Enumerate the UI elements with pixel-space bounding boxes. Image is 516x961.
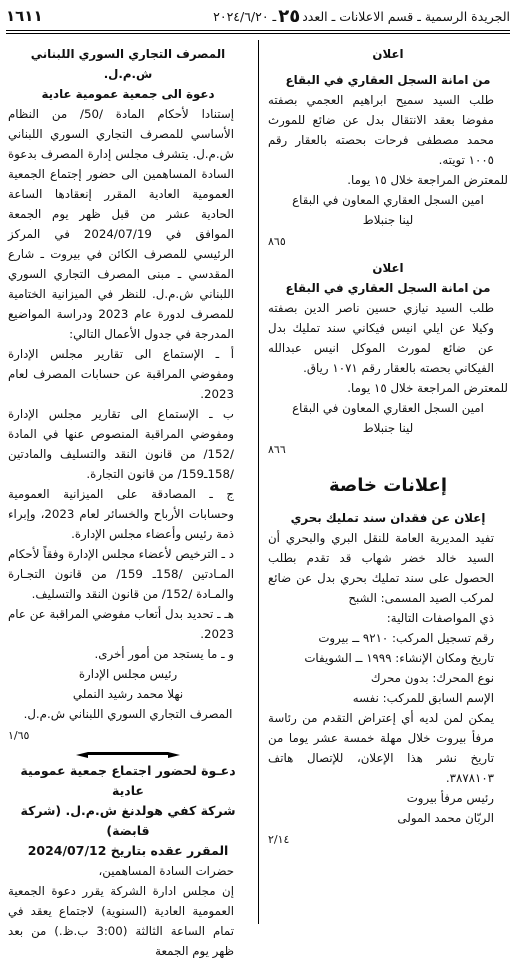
notice1-heading: دعوة الى جمعية عمومية عادية [41, 87, 215, 101]
page-header [6, 4, 510, 28]
notice1-sign-name: نهلا محمد رشيد النملي [72, 687, 184, 701]
left-column [8, 38, 248, 961]
notice2-greeting: حضرات السادة المساهمين، [98, 864, 234, 878]
ad2-label: اعلان [372, 261, 404, 275]
right-column [268, 38, 508, 850]
notice1-body: إستنادا لأحكام المادة /50/ من النظام الأساسي للمصرف التجاري السوري اللبناني ش.م.ل. يتشرف مجلس إدارة المصرف بدعوة السادة المساهمين الى حضور إجتماع الجمعية العمومية العادية المقرر إنعقادها الساعة الحادية عشر من قبل ظهر يوم الجمعة الموافق في 2024/07/19 في المركز الرئيسي للمصرف الكائن في بيروت ـ شارع المقدسي ـ مبنى المصرف التجاري السوري اللبناني ش.م.ل. للنظر في الميزانية الختامية للمصرف لدورة عام 2023 ودراسة المواضيع المدرجة في جدول الأعمال التالي: [8, 107, 234, 341]
special-heading: إعلان عن فقدان سند تمليك بحري [290, 511, 486, 525]
ad1-body: طلب السيد سميح ابراهيم العجمي بصفته مفوضا بعقد الانتقال بدل عن ضائع للمورث محمد مصطفى فرحات بحصته بالعقار رقم ١٠٠٥ تويته. [268, 93, 494, 167]
notice2-body: إن مجلس ادارة الشركة يقرر دعوة الجمعية العمومية العادية (السنوية) لاجتماع يعقد في تمام الساعة الثالثة (3:00 ب.ظ.) من بعد ظهر يوم الجمعة [8, 884, 234, 958]
special-objection: يمكن لمن لديه أي إعتراض التقدم من رئاسة مرفأ بيروت خلال مهلة خمسة عشر يوما من تاريخ نشر هذا الإعلان، للإتصال هاتف ٣٨٧٨١٠٣. [268, 711, 494, 785]
header-title-group [213, 6, 510, 27]
header-rule-2 [6, 33, 510, 34]
notice1-sign-company: المصرف التجاري السوري اللبناني ش.م.ل. [23, 707, 233, 721]
ad2-sign-title: امين السجل العقاري المعاون في البقاع [292, 401, 484, 415]
ad1-heading: من امانة السجل العقاري في البقاع [285, 73, 491, 87]
notice1-item-a: أ ـ الإستماع الى تقارير مجلس الإدارة ومفوضي المراقبة عن حسابات المصرف لعام 2023. [8, 347, 234, 401]
column-divider [258, 40, 259, 924]
special-sign-name: الربّان محمد المولى [397, 811, 494, 825]
special-ads-title: إعلانات خاصة [328, 475, 448, 496]
special-spec-2: تاريخ ومكان الإنشاء: ١٩٩٩ ــ الشويفات [304, 651, 494, 665]
notice1-company: المصرف التجاري السوري اللبناني ش.م.ل. [30, 47, 226, 81]
ad2-number: ٨٦٦ [268, 443, 286, 456]
ad1-number: ٨٦٥ [268, 235, 286, 248]
notice1-sign-title: رئيس مجلس الإدارة [78, 667, 178, 681]
page-number: ١٦١١ [6, 7, 43, 25]
ad2-body: طلب السيد نيازي حسين ناصر الدين بصفته وكيلا عن ايلي انيس فيكاني سند تمليك بدل عن ضائع لمورث الموكل انيس عبدالله الفيكاني بحصته بالعقار رقم ١٠٧١ رياق. [268, 301, 494, 375]
separator-ornament [8, 752, 248, 755]
ad2-heading: من امانة السجل العقاري في البقاع [285, 281, 491, 295]
special-number: ٢/١٤ [268, 833, 290, 846]
notice1-item-f: و ـ ما يستجد من أمور أخرى. [94, 647, 234, 661]
special-spec-3: نوع المحرك: بدون محرك [370, 671, 494, 685]
ad1-label: اعلان [372, 47, 404, 61]
ad2-sign-name: لينا جنبلاط [362, 421, 414, 435]
special-sign-title: رئيس مرفأ بيروت [406, 791, 494, 805]
issue-date: ـ ٢٠٢٤/٦/٢٠ [213, 8, 277, 24]
notice2-heading-1: دعـوة لحضور اجتماع جمعية عمومية عادية [20, 763, 236, 798]
notice2-heading-2: شركة كفي هولدنغ ش.م.ل. (شركة قابضة) [20, 803, 236, 838]
special-body: تفيد المديرية العامة للنقل البري والبحري أن السيد خالد خضر شهاب قد تقدم بطلب الحصول على سند تمليك بحري بدل عن ضائع لمركب الصيد المسمى: الشبح [268, 531, 494, 605]
ad1-sign-title: امين السجل العقاري المعاون في البقاع [292, 193, 484, 207]
notice1-item-c: ج ـ المصادقة على الميزانية العمومية وحسابات الأرباح والخسائر لعام 2023، وإبراء ذمة رئيس وأعضاء مجلس الإدارة. [8, 487, 234, 541]
notice1-item-b: ب ـ الإستماع الى تقارير مجلس الإدارة ومفوضي المراقبة المنصوص عنها في المادة /152/ من قانون النقد والتسليف والمادتين /158ـ159/ من قانون التجارة. [8, 407, 234, 481]
issue-number: ٢٥ [278, 5, 301, 27]
special-spec-1: رقم تسجيل المركب: ٩٢١٠ ــ بيروت [318, 631, 494, 645]
notice1-item-d: د ـ الترخيص لأعضاء مجلس الإدارة وفقاً لأحكام المـادتين /158ـ 159/ من قانون التجـارة والمـادة /152/ من قانون النقد والتسليف. [8, 547, 234, 601]
header-title: الجريدة الرسمية ـ قسم الاعلانات ـ العدد [302, 8, 510, 24]
special-spec-4: الإسم السابق للمركب: نفسه [352, 691, 494, 705]
notice2-heading-3: المقرر عقده بتاريخ 2024/07/12 [27, 843, 229, 858]
header-rule [6, 30, 510, 31]
ad1-sign-name: لينا جنبلاط [362, 213, 414, 227]
special-specs-label: ذي المواصفات التالية: [386, 611, 494, 625]
notice1-item-e: هـ ـ تحديد بدل أتعاب مفوضي المراقبة عن عام 2023. [8, 607, 234, 641]
ad1-objection: للمعترض المراجعة خلال ١٥ يوما. [347, 173, 508, 187]
ad2-objection: للمعترض المراجعة خلال ١٥ يوما. [347, 381, 508, 395]
notice1-number: ١/٦٥ [8, 729, 30, 742]
